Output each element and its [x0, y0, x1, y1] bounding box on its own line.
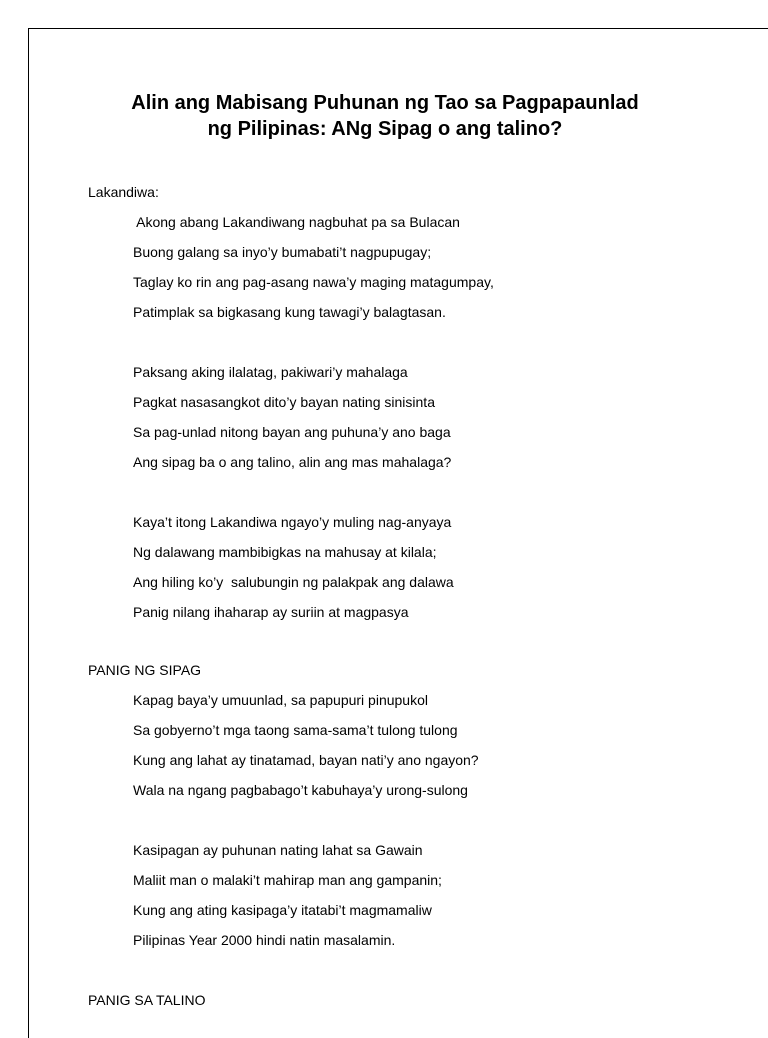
verse-line: Kung ang lahat ay tinatamad, bayan nati’y ano ngayon? — [133, 752, 479, 768]
verse-line: Ang hiling ko’y salubungin ng palakpak ang dalawa — [133, 574, 454, 590]
title-line-2: ng Pilipinas: ANg Sipag o ang talino? — [207, 118, 563, 140]
verse-line: Panig nilang ihaharap ay suriin at magpasya — [133, 604, 409, 620]
title-line-1: Alin ang Mabisang Puhunan ng Tao sa Pagpapaunlad — [131, 92, 639, 114]
verse-line: Sa pag-unlad nitong bayan ang puhuna’y ano baga — [133, 424, 451, 440]
verse-line: Kung ang ating kasipaga’y itatabi’t magmamaliw — [133, 902, 432, 918]
document-title — [29, 90, 741, 142]
verse-line: Kaya’t itong Lakandiwa ngayo’y muling nag-anyaya — [133, 514, 452, 530]
verse-line: Kapag baya’y umuunlad, sa papupuri pinupukol — [133, 692, 428, 708]
verse-line: Kasipagan ay puhunan nating lahat sa Gawain — [133, 842, 423, 858]
verse-line: Pilipinas Year 2000 hindi natin masalamin. — [133, 932, 396, 948]
verse-line: Maliit man o malaki’t mahirap man ang gampanin; — [133, 872, 442, 888]
verse-line: Pagkat nasasangkot dito’y bayan nating sinisinta — [133, 394, 435, 410]
verse-line: Sa gobyerno’t mga taong sama-sama’t tulong tulong — [133, 722, 458, 738]
verse-line: Akong abang Lakandiwang nagbuhat pa sa Bulacan — [133, 214, 460, 230]
verse-line: Ang sipag ba o ang talino, alin ang mas mahalaga? — [133, 454, 452, 470]
verse-line: Wala na ngang pagbabago’t kabuhaya’y urong-sulong — [133, 782, 468, 798]
verse-line: Patimplak sa bigkasang kung tawagi’y balagtasan. — [133, 304, 446, 320]
verse-line: Ng dalawang mambibigkas na mahusay at kilala; — [133, 544, 437, 560]
verse-line: Taglay ko rin ang pag-asang nawa’y maging matagumpay, — [133, 274, 494, 290]
section-label-panig-ng-sipag: PANIG NG SIPAG — [88, 662, 202, 678]
section-label-lakandiwa: Lakandiwa: — [88, 184, 159, 200]
document-page — [28, 28, 768, 1038]
section-label-panig-sa-talino: PANIG SA TALINO — [88, 992, 206, 1008]
verse-line: Paksang aking ilalatag, pakiwari’y mahalaga — [133, 364, 408, 380]
verse-line: Buong galang sa inyo’y bumabati’t nagpupugay; — [133, 244, 432, 260]
